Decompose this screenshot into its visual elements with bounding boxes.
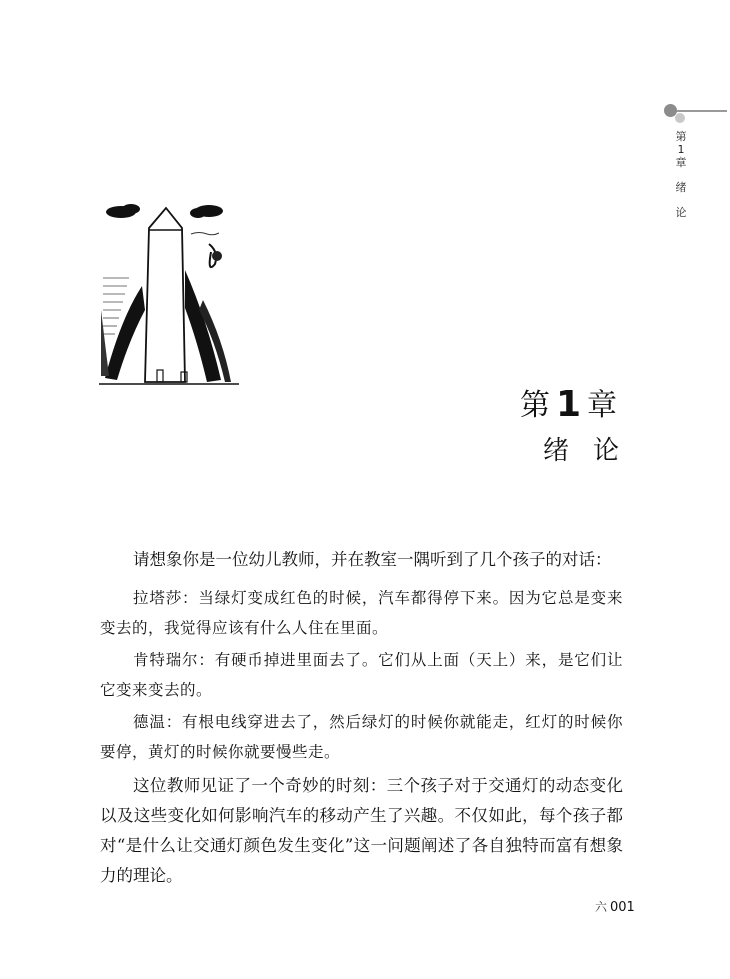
side-tab-char: 1 <box>677 143 685 156</box>
chapter-suffix: 章 <box>587 388 619 423</box>
page-number: 001 <box>610 900 635 915</box>
chapter-title: 绪论 <box>542 436 643 466</box>
child-drawing-traffic-light-icon <box>99 200 242 388</box>
dialogue-kentrell: 肯特瑞尔：有硬币掉进里面去了。它们从上面（天上）来，是它们让它变来变去的。 <box>100 651 623 699</box>
side-tab-char: 论 <box>675 206 687 219</box>
intro-paragraph: 请想象你是一位幼儿教师，并在教室一隅听到了几个孩子的对话： <box>133 550 612 569</box>
page-folio <box>595 898 635 915</box>
side-tab-char: 绪 <box>675 181 687 194</box>
body-text <box>100 545 623 897</box>
publisher-logo-icon: 六 <box>595 900 608 914</box>
chapter-number-heading <box>520 380 619 425</box>
chapter-number: 1 <box>555 384 583 425</box>
chapter-prefix: 第 <box>519 388 552 423</box>
side-chapter-tab <box>674 130 688 219</box>
conclusion-paragraph: 这位教师见证了一个奇妙的时刻：三个孩子对于交通灯的动态变化以及这些变化如何影响汽车的移动产生了兴趣。不仅如此，每个孩子都对“是什么让交通灯颜色发生变化”这一问题阐述了各自独特而富有想象力的理论。 <box>100 776 623 885</box>
side-tab-dot-light <box>675 113 685 123</box>
dialogue-latasha: 拉塔莎：当绿灯变成红色的时候，汽车都得停下来。因为它总是变来变去的，我觉得应该有什么人住在里面。 <box>100 589 623 637</box>
side-tab-char: 章 <box>675 156 687 169</box>
dialogue-devon: 德温：有根电线穿进去了，然后绿灯的时候你就能走，红灯的时候你要停，黄灯的时候你就要慢些走。 <box>100 713 623 761</box>
side-tab-char: 第 <box>675 130 687 143</box>
